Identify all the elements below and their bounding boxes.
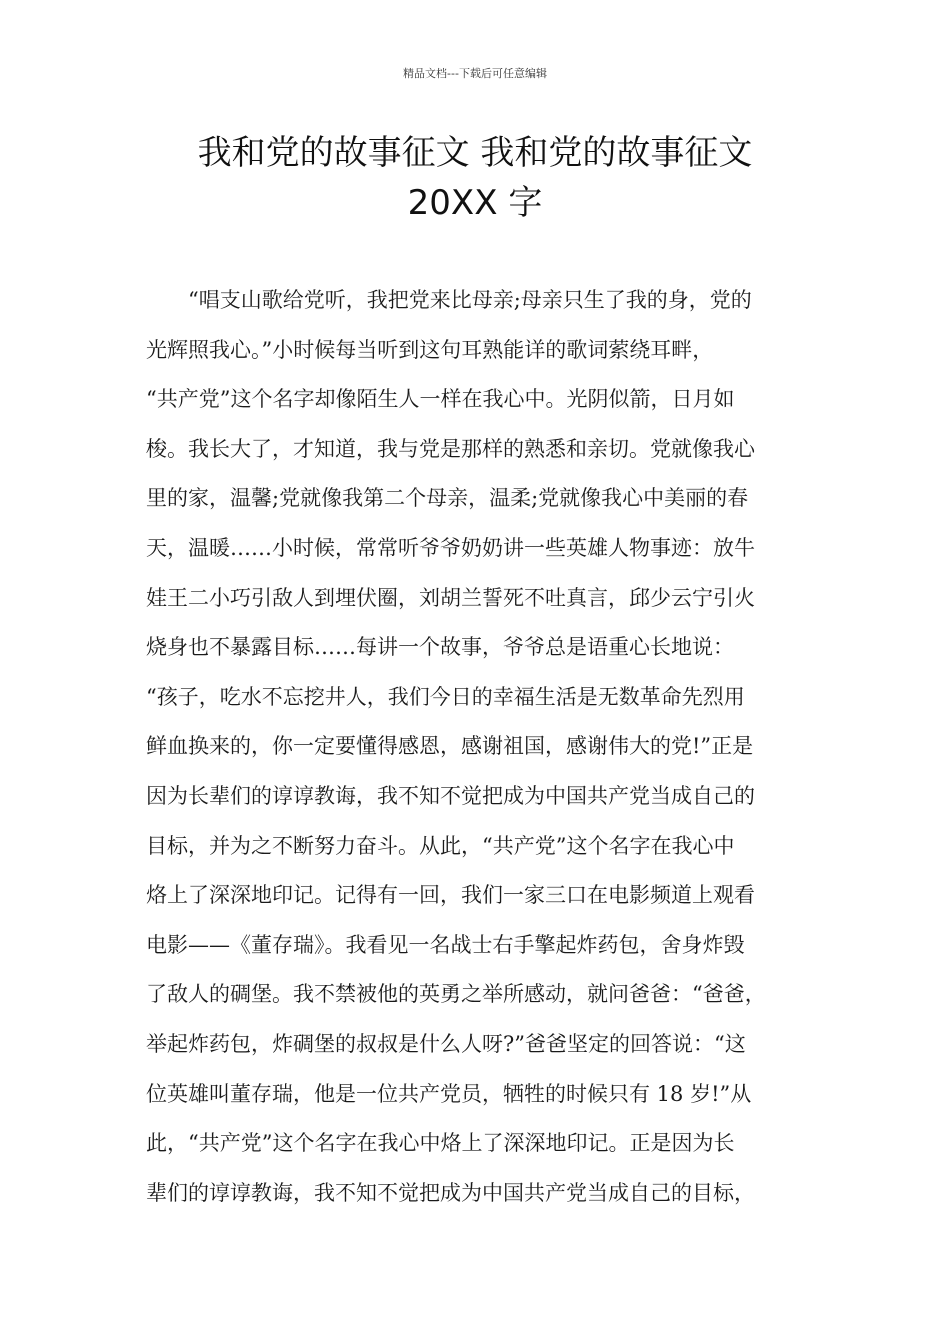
paragraph-line: 此，“共产党”这个名字在我心中烙上了深深地印记。正是因为长	[146, 1131, 735, 1156]
document-title-line-1: 我和党的故事征文 我和党的故事征文	[197, 133, 753, 173]
paragraph-line: 鲜血换来的，你一定要懂得感恩，感谢祖国，感谢伟大的党!”正是	[146, 734, 754, 759]
document-title-line-2: 20XX 字	[407, 183, 543, 223]
paragraph-line: “共产党”这个名字却像陌生人一样在我心中。光阴似箭，日月如	[146, 387, 735, 412]
paragraph-line: 举起炸药包，炸碉堡的叔叔是什么人呀?”爸爸坚定的回答说：“这	[146, 1031, 746, 1056]
paragraph-line: 里的家，温馨;党就像我第二个母亲，温柔;党就像我心中美丽的春	[146, 486, 749, 511]
paragraph-line: “孩子，吃水不忘挖井人，我们今日的幸福生活是无数革命先烈用	[146, 684, 745, 709]
paragraph-line: 娃王二小巧引敌人到埋伏圈，刘胡兰誓死不吐真言，邱少云宁引火	[146, 585, 755, 610]
paragraph-line: 烧身也不暴露目标……每讲一个故事，爷爷总是语重心长地说：	[146, 635, 734, 660]
body-paragraph	[146, 276, 810, 1218]
paragraph-line: 了敌人的碉堡。我不禁被他的英勇之举所感动，就问爸爸：“爸爸，	[146, 982, 766, 1007]
paragraph-line: 梭。我长大了，才知道，我与党是那样的熟悉和亲切。党就像我心	[146, 436, 755, 461]
paragraph-line: 烙上了深深地印记。记得有一回，我们一家三口在电影频道上观看	[146, 883, 755, 908]
paragraph-line: 光辉照我心。”小时候每当听到这句耳熟能详的歌词萦绕耳畔，	[146, 337, 714, 362]
paragraph-line: “唱支山歌给党听，我把党来比母亲;母亲只生了我的身，党的	[188, 288, 752, 312]
paragraph-line: 电影——《董存瑞》。我看见一名战士右手擎起炸药包，舍身炸毁	[146, 932, 745, 957]
paragraph-line: 辈们的谆谆教诲，我不知不觉把成为中国共产党当成自己的目标，	[146, 1180, 755, 1205]
paragraph-line: 因为长辈们的谆谆教诲，我不知不觉把成为中国共产党当成自己的	[146, 783, 755, 808]
paragraph-line: 天，温暖……小时候，常常听爷爷奶奶讲一些英雄人物事迹：放牛	[146, 535, 755, 560]
document-title	[120, 128, 830, 228]
paragraph-line: 目标，并为之不断努力奋斗。从此，“共产党”这个名字在我心中	[146, 833, 735, 858]
page-header: 精品文档---下载后可任意编辑	[403, 67, 547, 80]
paragraph-line: 位英雄叫董存瑞，他是一位共产党员，牺牲的时候只有 18 岁!”从	[146, 1081, 752, 1106]
